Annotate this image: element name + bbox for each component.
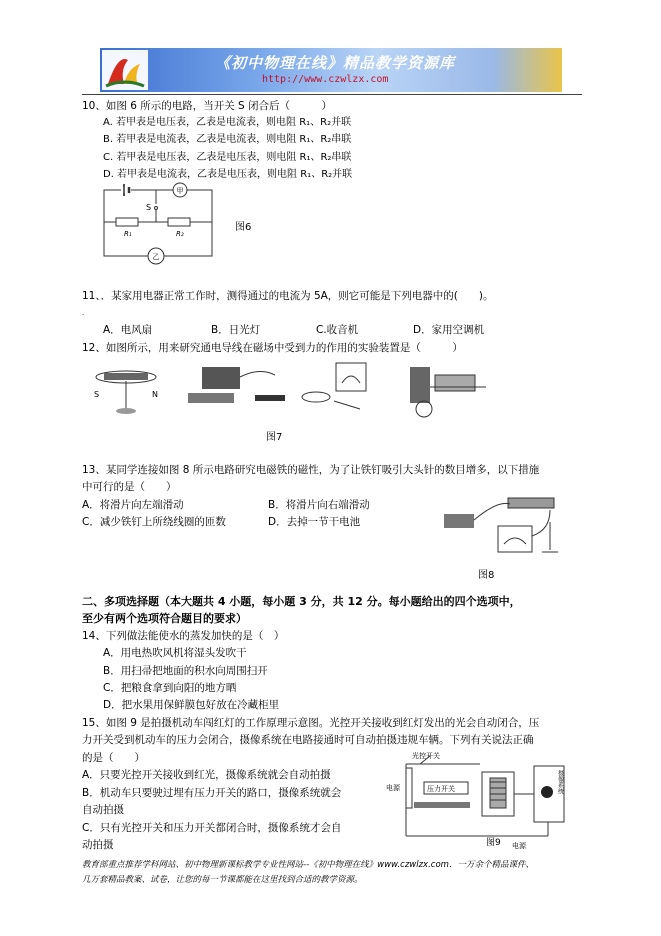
site-logo — [102, 50, 148, 90]
q15-option-a: A．只要光控开关接收到红光，摄像系统就会自动拍摄 — [82, 769, 331, 781]
site-title: 《初中物理在线》精品教学资源库 — [215, 54, 456, 72]
figure-8-caption: 图8 — [478, 570, 495, 581]
svg-text:R₂: R₂ — [176, 230, 184, 238]
q13-option-c: C．减少铁钉上所绕线圈的匝数 — [82, 516, 226, 528]
figure-8-apparatus — [438, 492, 568, 560]
q10-option-d: D. 若甲表是电流表，乙表是电压表，则电阻 R₁、R₂并联 — [103, 169, 353, 180]
svg-text:S: S — [146, 203, 152, 212]
figure-7-option-b — [188, 367, 285, 403]
q11-dot: . — [82, 309, 85, 317]
section2-heading-line1: 二、多项选择题（本大题共 4 小题，每小题 3 分，共 12 分。每小题给出的四个选项中， — [82, 595, 521, 608]
figure-6-circuit — [96, 180, 226, 270]
q13-option-d: D．去掉一节干电池 — [268, 516, 361, 528]
q11-option-c: C.收音机 — [316, 324, 359, 336]
q15-option-b-line2: 自动拍摄 — [82, 804, 124, 816]
figure-7-option-c — [302, 363, 366, 409]
figure-6-caption: 图6 — [235, 222, 252, 233]
figure-7-option-a — [94, 371, 158, 414]
footer-line1: 教育部重点推荐学科网站、初中物理新课标教学专业性网站--《初中物理在线》www.czwlzx.com．一万余个精品课件、 — [82, 860, 534, 870]
q11-option-a: A．电风扇 — [103, 324, 153, 336]
q10-option-a: A. 若甲表是电压表，乙表是电流表，则电阻 R₁、R₂并联 — [103, 117, 352, 128]
svg-text:摄像系统: 摄像系统 — [556, 770, 564, 794]
q10-option-c: C. 若甲表是电压表，乙表是电压表，则电阻 R₁、R₂串联 — [103, 152, 352, 163]
svg-text:光控开关: 光控开关 — [412, 752, 440, 760]
svg-text:电源: 电源 — [512, 842, 526, 850]
figure-9-caption: 图9 — [486, 838, 501, 848]
site-url[interactable]: http://www.czwlzx.com — [262, 74, 389, 85]
header-banner — [100, 48, 562, 92]
q13-option-b: B．将滑片向右端滑动 — [268, 499, 370, 511]
q15-stem-line3: 的是（ ） — [82, 752, 145, 764]
q11-option-d: D．家用空调机 — [413, 324, 485, 336]
q14-option-d: D．把水果用保鲜膜包好放在冷藏柜里 — [103, 699, 280, 711]
q15-option-c-line2: 动拍摄 — [82, 839, 114, 851]
q13-stem-line1: 13、某同学连接如图 8 所示电路研究电磁铁的磁性，为了让铁钉吸引大头针的数目增多，以下措施 — [82, 464, 540, 476]
q15-stem-line1: 15、如图 9 是拍摄机动车闯红灯的工作原理示意图。光控开关接收到红灯发出的光会自动闭合，压 — [82, 717, 540, 729]
section2-heading-line2: 至少有两个选项符合题目的要求） — [82, 612, 247, 625]
figure-9-circuit — [384, 746, 576, 854]
svg-text:R₁: R₁ — [124, 230, 132, 238]
q14-option-b: B．用扫帚把地面的积水向周围扫开 — [103, 665, 268, 677]
svg-text:压力开关: 压力开关 — [427, 785, 455, 793]
header-divider — [82, 94, 582, 95]
svg-text:甲: 甲 — [176, 187, 184, 195]
q15-stem-line2: 力开关受到机动车的压力会闭合，摄像系统在电路接通时可自动拍摄违规车辆。下列有关说法正确 — [82, 734, 534, 746]
figure-7-caption: 图7 — [266, 432, 283, 443]
q11-stem: 11、．某家用电器正常工作时，测得通过的电流为 5A，则它可能是下列电器中的( )。 — [82, 290, 494, 302]
q10-option-b: B. 若甲表是电流表，乙表是电流表，则电阻 R₁、R₂串联 — [103, 134, 352, 145]
svg-text:S: S — [94, 390, 100, 399]
figure-7-option-d — [410, 367, 486, 417]
q14-option-a: A．用电热吹风机将湿头发吹干 — [103, 647, 247, 659]
footer-line2: 几万套精品教案、试卷，让您的每一节课都能在这里找到合适的教学资源。 — [82, 875, 363, 885]
svg-text:N: N — [152, 390, 158, 399]
q13-option-a: A．将滑片向左端滑动 — [82, 499, 184, 511]
q13-stem-line2: 中可行的是（ ） — [82, 481, 177, 493]
q15-option-b-line1: B．机动车只要驶过埋有压力开关的路口，摄像系统就会 — [82, 787, 342, 799]
q14-option-c: C．把粮食拿到向阳的地方晒 — [103, 682, 237, 694]
q14-stem: 14、下列做法能使水的蒸发加快的是（ ） — [82, 630, 285, 642]
q11-option-b: B．日光灯 — [211, 324, 261, 336]
logo-icon — [102, 50, 148, 90]
svg-text:电源: 电源 — [386, 784, 400, 792]
q10-stem: 10、如图 6 所示的电路，当开关 S 闭合后（ ） — [82, 100, 333, 112]
q15-option-c-line1: C．只有光控开关和压力开关都闭合时，摄像系统才会自 — [82, 822, 342, 834]
q12-stem: 12、如图所示，用来研究通电导线在磁场中受到力的作用的实验装置是（ ） — [82, 342, 463, 354]
svg-text:乙: 乙 — [152, 253, 160, 261]
figure-7-apparatus — [90, 357, 490, 423]
